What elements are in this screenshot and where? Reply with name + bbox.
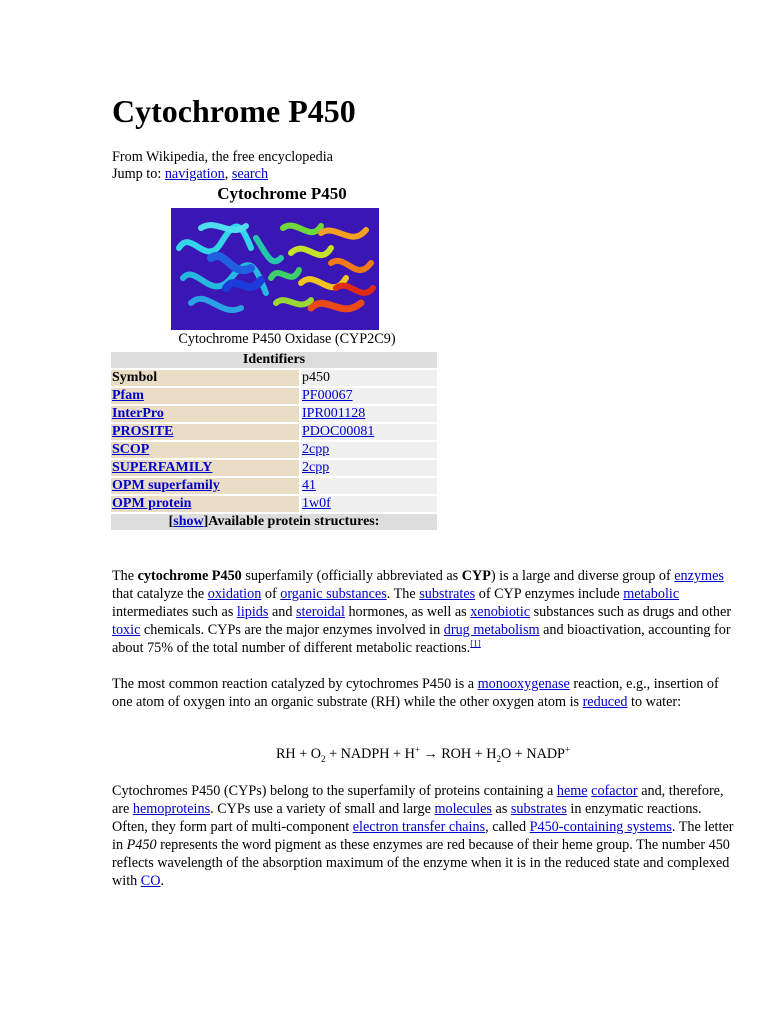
eq-part: RH + O xyxy=(275,746,322,762)
opm-superfamily-id-link[interactable]: 41 xyxy=(302,478,316,493)
co-link[interactable]: CO xyxy=(140,873,161,889)
steroidal-link[interactable]: steroidal xyxy=(296,604,345,620)
p450-containing-systems-link[interactable]: P450-containing systems xyxy=(529,819,672,835)
text: as xyxy=(491,801,511,817)
jump-prefix: Jump to: xyxy=(112,166,165,182)
text: . The xyxy=(386,586,420,602)
text: . CYPs use a variety of small and large xyxy=(210,801,435,817)
table-row xyxy=(111,424,437,440)
reaction-equation xyxy=(112,745,734,763)
row-value xyxy=(301,388,437,404)
row-value: p450 xyxy=(301,370,437,386)
opm-protein-id-link[interactable]: 1w0f xyxy=(302,496,331,511)
italic-term: P450 xyxy=(126,837,157,853)
row-value xyxy=(301,496,437,512)
text: that catalyze the xyxy=(112,586,208,602)
infobox xyxy=(112,182,442,529)
text: and xyxy=(268,604,297,620)
row-value xyxy=(301,442,437,458)
eq-part: → ROH + H xyxy=(419,746,497,762)
bold-term: CYP xyxy=(461,568,491,584)
row-label xyxy=(111,406,299,422)
table-row xyxy=(111,406,437,422)
pfam-link[interactable]: Pfam xyxy=(112,388,144,403)
text: and, therefore, are xyxy=(112,783,724,817)
identifiers-table xyxy=(109,350,439,532)
subtitle-block xyxy=(112,149,333,183)
search-link[interactable]: search xyxy=(231,166,269,182)
superfamily-id-link[interactable]: 2cpp xyxy=(302,460,330,475)
text: in enzymatic reactions. Often, they form part of multi-component xyxy=(112,801,702,835)
row-label xyxy=(111,442,299,458)
text: substances such as drugs and other xyxy=(530,604,732,620)
text: to water: xyxy=(627,694,682,710)
row-value xyxy=(301,460,437,476)
infobox-title: Cytochrome P450 xyxy=(217,184,347,203)
opm-superfamily-link[interactable]: OPM superfamily xyxy=(112,478,220,493)
row-value xyxy=(301,478,437,494)
text: and bioactivation, accounting for about 75% of the total number of different metabolic reactions. xyxy=(112,622,731,656)
enzymes-link[interactable]: enzymes xyxy=(674,568,724,584)
text: , called xyxy=(485,819,530,835)
heme-paragraph xyxy=(112,782,734,890)
text: superfamily (officially abbreviated as xyxy=(241,568,462,584)
bold-term: cytochrome P450 xyxy=(137,568,242,584)
interpro-id-link[interactable]: IPR001128 xyxy=(302,406,366,421)
organic-substances-link[interactable]: organic substances xyxy=(280,586,387,602)
text: Cytochromes P450 (CYPs) belong to the superfamily of proteins containing a xyxy=(112,783,557,799)
table-row xyxy=(111,460,437,476)
interpro-link[interactable]: InterPro xyxy=(112,406,164,421)
lipids-link[interactable]: lipids xyxy=(236,604,269,620)
row-label xyxy=(111,460,299,476)
protein-structure-image xyxy=(171,208,379,330)
toxic-link[interactable]: toxic xyxy=(112,622,141,638)
infobox-caption: Cytochrome P450 Oxidase (CYP2C9) xyxy=(178,331,396,347)
substrates-link[interactable]: substrates xyxy=(419,586,476,602)
reduced-link[interactable]: reduced xyxy=(582,694,628,710)
eq-subscript: 2 xyxy=(321,753,326,764)
protein-ribbon-render xyxy=(171,208,379,330)
tagline: From Wikipedia, the free encyclopedia xyxy=(112,149,333,165)
text: The xyxy=(112,568,138,584)
superfamily-link[interactable]: SUPERFAMILY xyxy=(112,460,213,475)
xenobiotic-link[interactable]: xenobiotic xyxy=(470,604,531,620)
identifiers-header: Identifiers xyxy=(111,352,437,368)
opm-protein-link[interactable]: OPM protein xyxy=(112,496,192,511)
eq-part: O + NADP xyxy=(500,746,565,762)
structures-toggle-row xyxy=(111,514,437,530)
table-row xyxy=(111,388,437,404)
row-value xyxy=(301,406,437,422)
jump-links xyxy=(112,166,333,183)
text: . xyxy=(160,873,165,889)
monooxygenase-link[interactable]: monooxygenase xyxy=(477,676,570,692)
text: The most common reaction catalyzed by cytochromes P450 is a xyxy=(112,676,478,692)
hemoproteins-link[interactable]: hemoproteins xyxy=(132,801,211,817)
show-structures-link[interactable]: show xyxy=(173,514,204,529)
row-label: Symbol xyxy=(111,370,299,386)
text: of xyxy=(261,586,281,602)
substrates-link[interactable]: substrates xyxy=(510,801,567,817)
eq-part: + NADPH + H xyxy=(325,746,415,762)
table-row xyxy=(111,370,437,386)
jump-separator: , xyxy=(224,166,232,182)
text: intermediates such as xyxy=(112,604,237,620)
drug-metabolism-link[interactable]: drug metabolism xyxy=(443,622,540,638)
prosite-id-link[interactable]: PDOC00081 xyxy=(302,424,375,439)
text: of CYP enzymes include xyxy=(475,586,624,602)
row-label xyxy=(111,388,299,404)
cofactor-link[interactable]: cofactor xyxy=(591,783,638,799)
reference-link[interactable]: [1] xyxy=(470,638,481,649)
intro-paragraph xyxy=(112,567,734,657)
bracket-open: [ xyxy=(168,514,174,529)
scop-id-link[interactable]: 2cpp xyxy=(302,442,330,457)
text: hormones, as well as xyxy=(344,604,471,620)
heme-link[interactable]: heme xyxy=(556,783,588,799)
table-row xyxy=(111,442,437,458)
page-title: Cytochrome P450 xyxy=(112,93,356,129)
prosite-link[interactable]: PROSITE xyxy=(112,424,174,439)
text: . The letter in xyxy=(112,819,734,853)
eq-subscript: 2 xyxy=(496,753,501,764)
row-label xyxy=(111,424,299,440)
eq-superscript: + xyxy=(564,744,571,755)
table-row xyxy=(111,496,437,512)
text: represents the word pigment as these enzymes are red because of their heme group. The number 450 reflects wavelength of the absorption maximum of the enzyme when it is in the reduced state and complexed with xyxy=(112,837,730,889)
metabolic-link[interactable]: metabolic xyxy=(623,586,680,602)
eq-superscript: + xyxy=(414,744,420,755)
molecules-link[interactable]: molecules xyxy=(434,801,492,817)
row-label xyxy=(111,478,299,494)
text: reaction, e.g., insertion of one atom of oxygen into an organic substrate (RH) while the other oxygen atom is xyxy=(112,676,719,710)
scop-link[interactable]: SCOP xyxy=(112,442,150,457)
electron-transfer-chains-link[interactable]: electron transfer chains xyxy=(352,819,486,835)
pfam-id-link[interactable]: PF00067 xyxy=(302,388,353,403)
structures-label: Available protein structures: xyxy=(208,514,380,529)
oxidation-link[interactable]: oxidation xyxy=(207,586,262,602)
text: ) is a large and diverse group of xyxy=(490,568,675,584)
navigation-link[interactable]: navigation xyxy=(164,166,225,182)
row-label xyxy=(111,496,299,512)
bracket-close: ] xyxy=(203,514,209,529)
reaction-paragraph xyxy=(112,675,734,711)
table-row xyxy=(111,478,437,494)
text: chemicals. CYPs are the major enzymes involved in xyxy=(140,622,444,638)
row-value xyxy=(301,424,437,440)
